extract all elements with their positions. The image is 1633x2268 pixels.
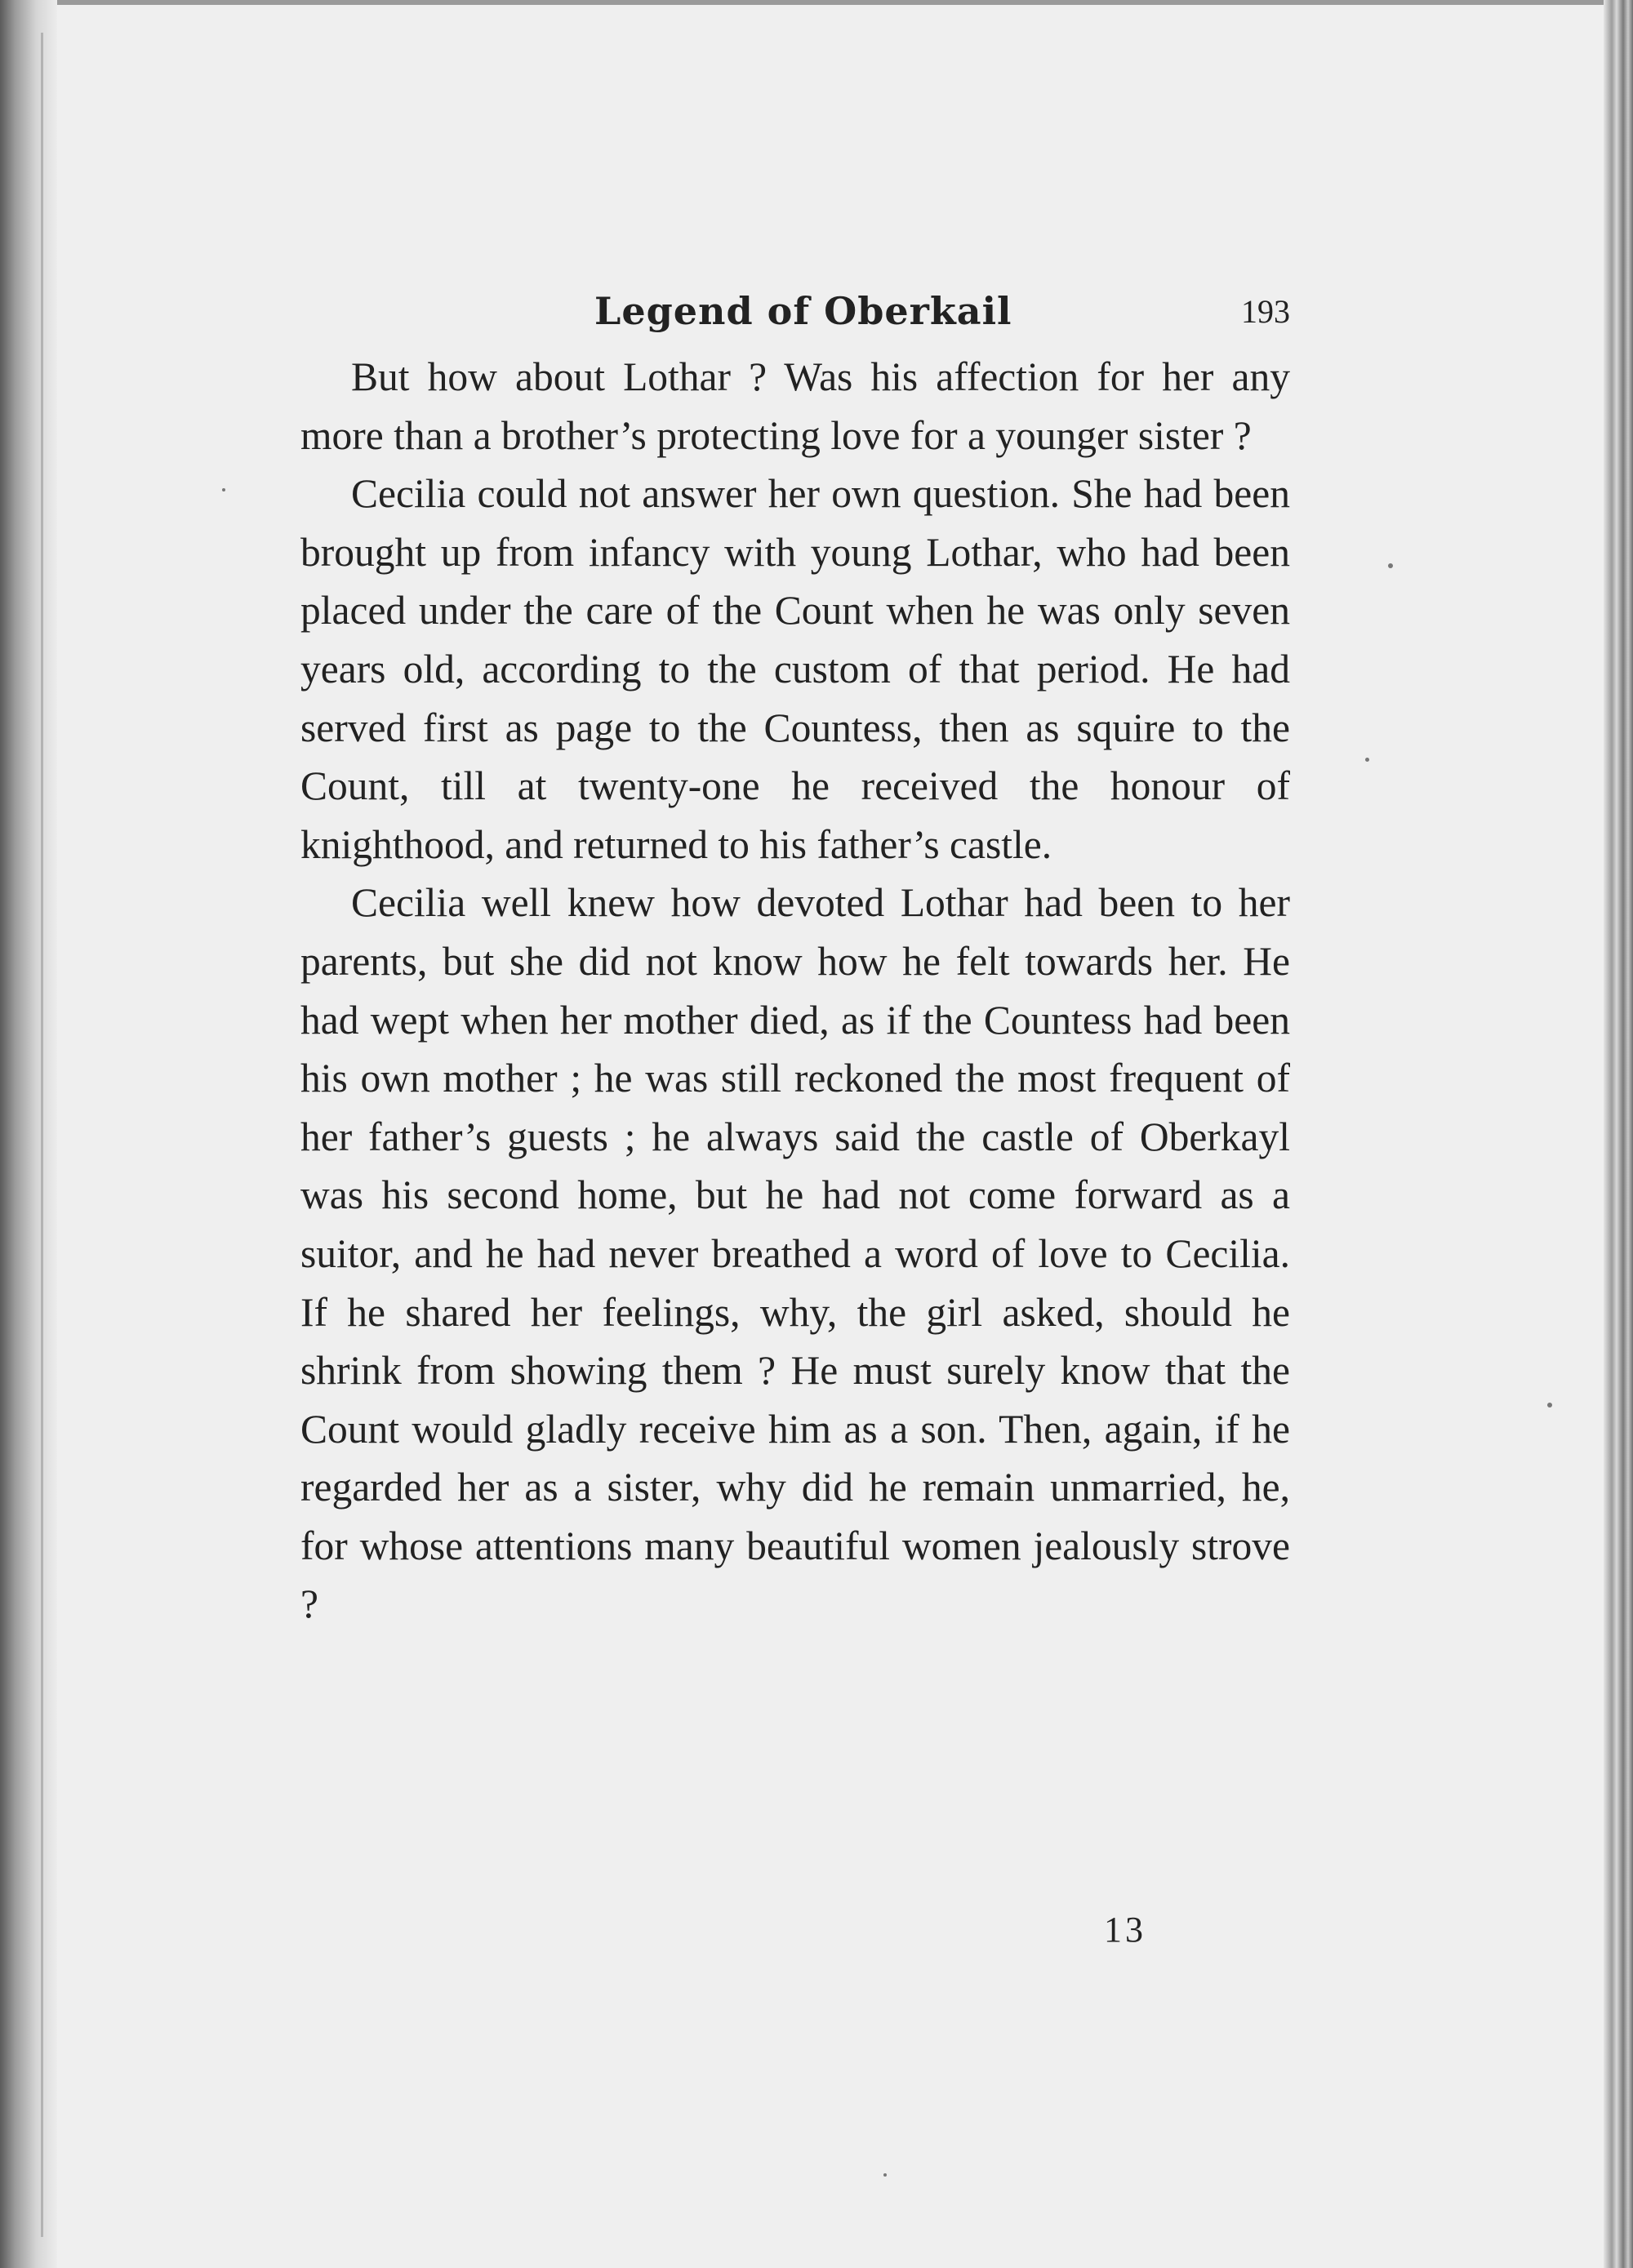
binding-gutter — [0, 0, 57, 2268]
body-text — [300, 348, 1290, 1634]
paragraph: Cecilia well knew how devoted Lothar had been to her parents, but she did not know how he felt towards her. He had wept when her mother died, as if the Countess had been his own mother ; he was still reckoned the most frequent of her father’s guests ; he always said the castle of Oberkayl was his second home, but he had not come forward as a suitor, and he had never breathed a word of love to Cecilia. If he shared her feelings, why, the girl asked, should he shrink from showing them ? He must surely know that the Count would gladly receive him as a son. Then, again, if he regarded her as a sister, why did he remain unmarried, he, for whose attentions many beautiful women jealously strove ? — [300, 880, 1290, 1627]
running-title: Legend of Oberkail — [594, 289, 1012, 333]
paragraph: Cecilia could not answer her own question. She had been brought up from infancy with young Lothar, who had been placed under the care of the Count when he was only seven years old, according to the custom of that period. He had served first as page to the Countess, then as squire to the Count, till at twenty-one he received the honour of knighthood, and returned to his father’s castle. — [300, 471, 1290, 867]
paper-speck — [883, 2173, 887, 2177]
signature-mark: 13 — [1104, 1910, 1146, 1950]
gutter-fold-line — [41, 33, 43, 2237]
paper-speck — [1547, 1403, 1552, 1407]
running-head — [300, 278, 1290, 348]
paper-speck — [1388, 563, 1393, 568]
paper-speck — [222, 488, 225, 491]
fore-edge — [1604, 0, 1633, 2268]
book-page — [300, 278, 1290, 1634]
top-page-edge — [0, 0, 1633, 5]
paragraph: But how about Lothar ? Was his affection for her any more than a brother’s protecting love for a younger sister ? — [300, 354, 1290, 458]
page-number: 193 — [1241, 293, 1290, 330]
paper-speck — [1365, 758, 1369, 762]
